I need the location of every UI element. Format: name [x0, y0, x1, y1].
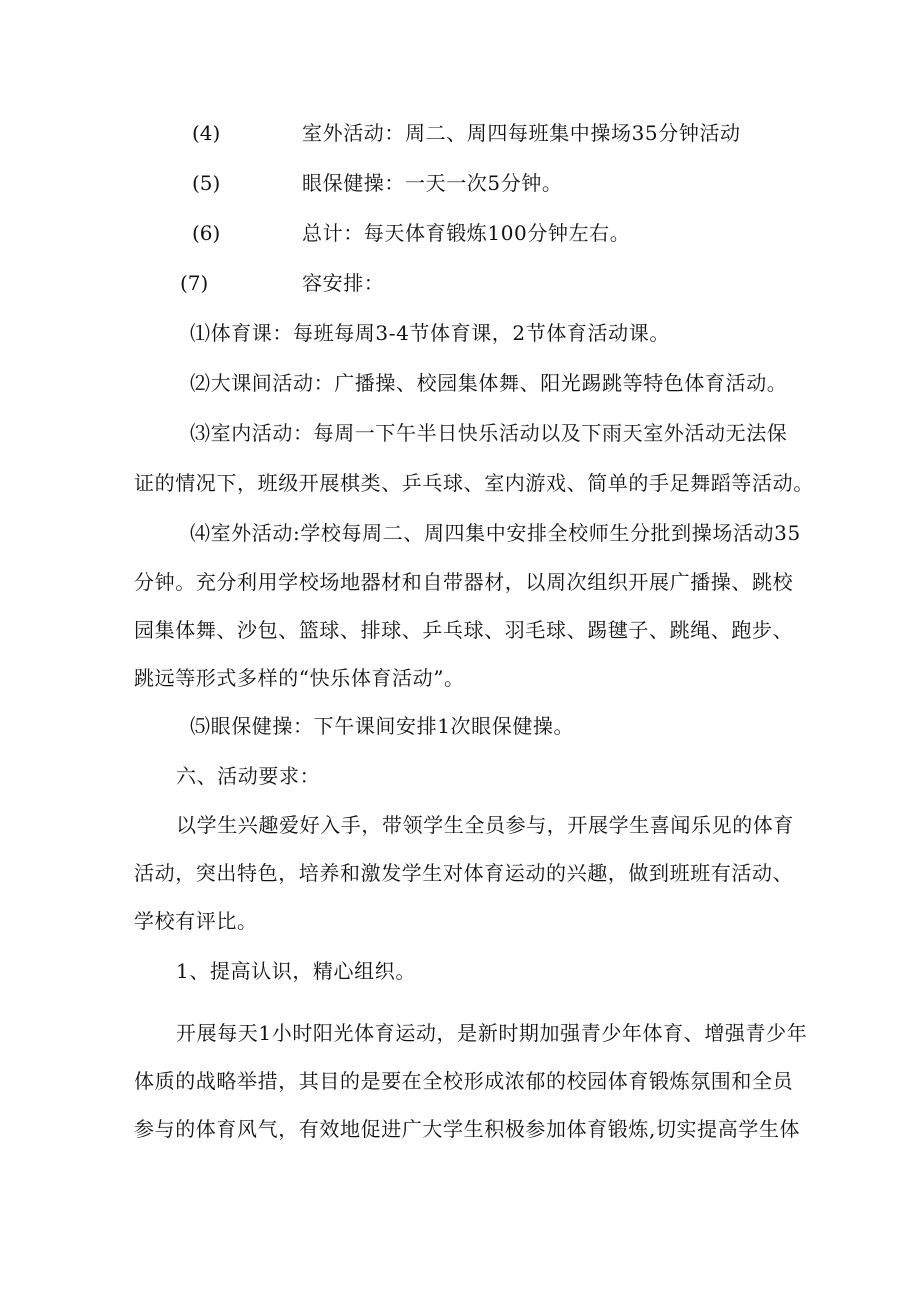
paragraph-line: 以学生兴趣爱好入手，带领学生全员参与，开展学生喜闻乐见的体育 — [176, 813, 794, 837]
item-number: (7) — [180, 271, 209, 295]
paragraph-line: 跳远等形式多样的“快乐体育活动”。 — [134, 666, 465, 690]
paragraph-line: ⑷室外活动:学校每周二、周四集中安排全校师生分批到操场活动35 — [190, 521, 801, 545]
item-text: 眼保健操：一天一次5分钟。 — [302, 171, 563, 195]
subsection-heading: 1、提高认识，精心组织。 — [176, 959, 416, 983]
paragraph-line: 学校有评比。 — [134, 909, 258, 933]
item-number: (5) — [192, 171, 221, 195]
paragraph-line: 证的情况下，班级开展棋类、乒乓球、室内游戏、简单的手足舞蹈等活动。 — [134, 471, 814, 495]
paragraph-line: 分钟。充分利用学校场地器材和自带器材，以周次组织开展广播操、跳校 — [134, 570, 794, 594]
paragraph-line: ⑸眼保健操：下午课间安排1次眼保健操。 — [190, 714, 575, 738]
paragraph-line: 体质的战略举措，其目的是要在全校形成浓郁的校园体育锻炼氛围和全员 — [134, 1069, 794, 1093]
paragraph-line: ⑴体育课：每班每周3-4节体育课，2节体育活动课。 — [190, 321, 670, 345]
item-number: (4) — [192, 121, 221, 145]
item-text: 总计：每天体育锻炼100分钟左右。 — [302, 221, 631, 245]
paragraph-line: 开展每天1小时阳光体育运动，是新时期加强青少年体育、增强青少年 — [176, 1021, 808, 1045]
section-heading: 六、活动要求： — [176, 764, 321, 788]
item-number: (6) — [192, 221, 221, 245]
paragraph-line: 园集体舞、沙包、篮球、排球、乒乓球、羽毛球、踢毽子、跳绳、跑步、 — [134, 618, 794, 642]
paragraph-line: ⑶室内活动：每周一下午半日快乐活动以及下雨天室外活动无法保 — [190, 421, 788, 445]
paragraph-line: ⑵大课间活动：广播操、校园集体舞、阳光踢跳等特色体育活动。 — [190, 371, 788, 395]
paragraph-line: 活动，突出特色，培养和激发学生对体育运动的兴趣，做到班班有活动、 — [134, 861, 794, 885]
paragraph-line: 参与的体育风气，有效地促进广大学生积极参加体育锻炼,切实提高学生体 — [134, 1117, 801, 1141]
item-text: 容安排： — [302, 271, 385, 295]
item-text: 室外活动：周二、周四每班集中操场35分钟活动 — [302, 121, 741, 145]
